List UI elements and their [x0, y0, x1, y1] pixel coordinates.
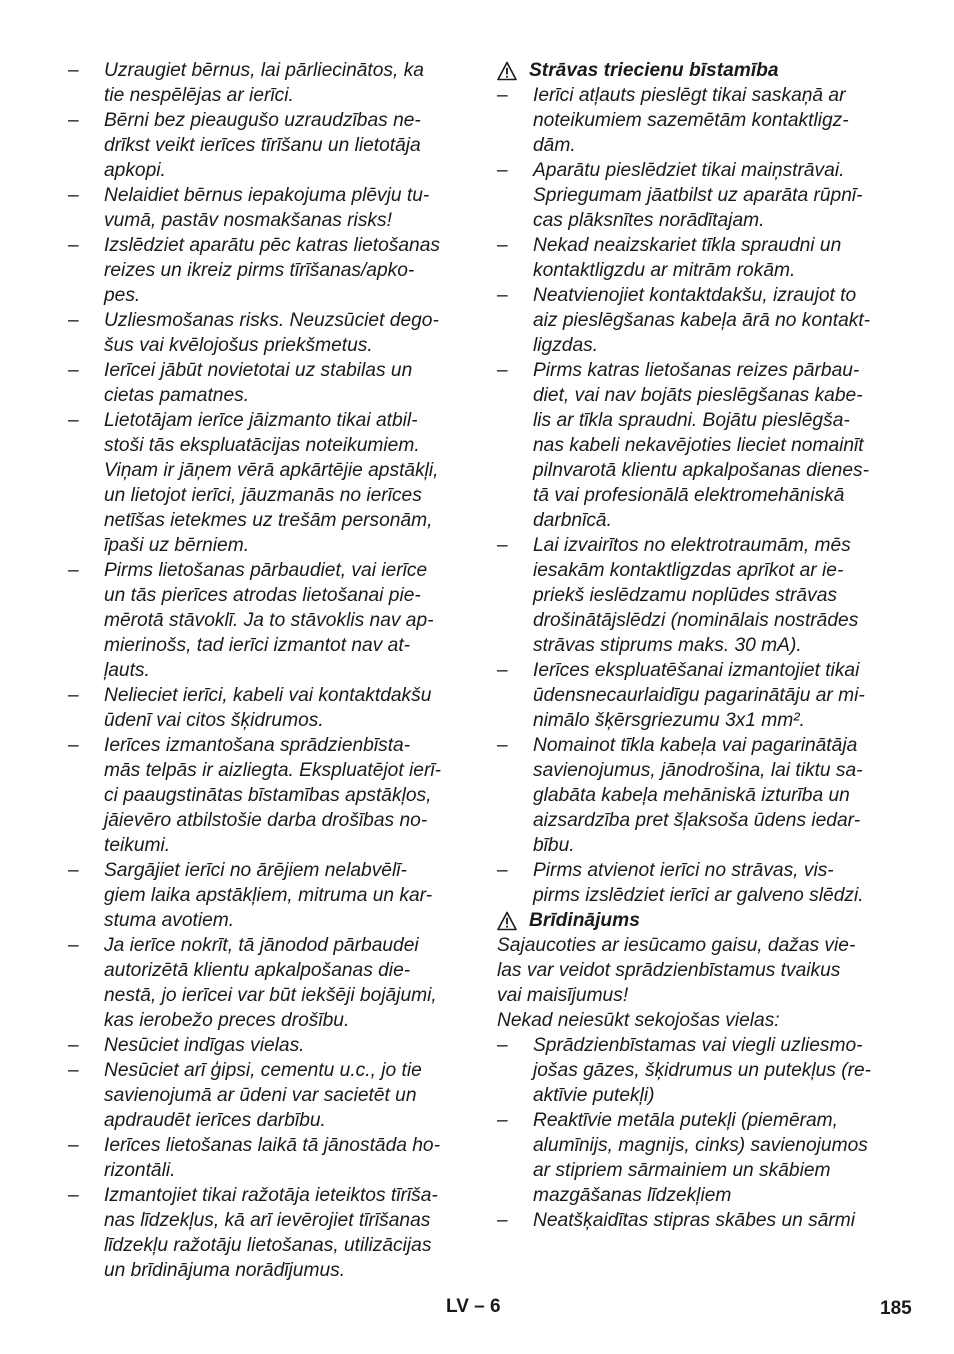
list-item-line: kontaktligzdu ar mitrām rokām.: [533, 260, 796, 281]
list-item: [68, 733, 460, 858]
bullet-dash: –: [497, 1035, 508, 1056]
prohibited-substances-list: [497, 1033, 889, 1233]
list-item: [68, 1033, 460, 1058]
list-item-line: šus vai kvēlojošus priekšmetus.: [104, 335, 373, 356]
list-item-line: ci paaugstinātas bīstamības apstākļos,: [104, 785, 432, 806]
bullet-dash: –: [68, 235, 79, 256]
list-item-line: mās telpās ir aizliegta. Ekspluatējot ierī-: [104, 760, 441, 781]
bullet-dash: –: [497, 285, 508, 306]
list-item: [497, 83, 889, 158]
list-item-line: mierinošs, tad ierīci izmantot nav at-: [104, 635, 411, 656]
list-item-line: Pirms atvienot ierīci no strāvas, vis-: [533, 860, 834, 881]
bullet-dash: –: [497, 860, 508, 881]
list-item-line: Ierīces izmantošana sprādzienbīsta-: [104, 735, 411, 756]
bullet-dash: –: [497, 1110, 508, 1131]
list-item-line: mērotā stāvoklī. Ja to stāvoklis nav ap-: [104, 610, 434, 631]
list-item: [497, 1108, 889, 1208]
list-item-line: nas kabeli nekavējoties lieciet nomainīt: [533, 435, 864, 456]
list-item-line: līdzekļu ražotāju lietošanas, utilizācijas: [104, 1235, 432, 1256]
section-heading-warning: [497, 908, 889, 933]
list-item-line: darbnīcā.: [533, 510, 612, 531]
warning-paragraph: Sajaucoties ar iesūcamo gaisu, dažas vie- las var veidot sprādzienbīstamus tvaikus vai maisījumus! Nekad neiesūkt sekojošas vielas:: [497, 935, 856, 1031]
list-item: [68, 1183, 460, 1283]
list-item: [68, 408, 460, 558]
list-item: [68, 58, 460, 108]
list-item-line: iesakām kontaktligzdas aprīkot ar ie-: [533, 560, 844, 581]
bullet-dash: –: [68, 360, 79, 381]
list-item-line: Aparātu pieslēdziet tikai maiņstrāvai.: [533, 160, 845, 181]
list-item: [497, 858, 889, 908]
bullet-dash: –: [68, 310, 79, 331]
list-item: [68, 858, 460, 933]
list-item-line: un tās pierīces atrodas lietošanai pie-: [104, 585, 421, 606]
list-item-line: rizontāli.: [104, 1160, 176, 1181]
bullet-dash: –: [497, 735, 508, 756]
list-item-line: dām.: [533, 135, 576, 156]
list-item-line: kas ierobežo preces drošību.: [104, 1010, 350, 1031]
list-item-line: alumīnijs, magnijs, cinks) savienojumos: [533, 1135, 868, 1156]
list-item-line: pirms izslēdziet ierīci ar galveno slēdzi.: [533, 885, 864, 906]
bullet-dash: –: [68, 1135, 79, 1156]
list-item: [68, 558, 460, 683]
section-heading-electric: [497, 58, 889, 83]
list-item-line: autorizētā klientu apkalpošanas die-: [104, 960, 411, 981]
list-item: [497, 733, 889, 858]
list-item-line: teikumi.: [104, 835, 171, 856]
list-item-line: Bērni bez pieaugušo uzraudzības ne-: [104, 110, 421, 131]
list-item-line: Neatvienojiet kontaktdakšu, izraujot to: [533, 285, 857, 306]
bullet-dash: –: [497, 535, 508, 556]
list-item-line: Uzraugiet bērnus, lai pārliecinātos, ka: [104, 60, 424, 81]
bullet-dash: –: [68, 685, 79, 706]
bullet-dash: –: [68, 560, 79, 581]
list-item-line: aizsardzība pret šļaksoša ūdens iedar-: [533, 810, 861, 831]
list-item-line: Sargājiet ierīci no ārējiem nelabvēlī-: [104, 860, 407, 881]
list-item-line: pilnvarotā klientu apkalpošanas dienes-: [533, 460, 869, 481]
left-column: [68, 58, 460, 1283]
bullet-dash: –: [497, 235, 508, 256]
list-item-line: tā vai profesionālā elektromehāniskā: [533, 485, 845, 506]
list-item-line: nimālo šķērsgriezumu 3x1 mm².: [533, 710, 805, 731]
list-item: [68, 308, 460, 358]
list-item-line: Pirms katras lietošanas reizes pārbau-: [533, 360, 860, 381]
bullet-dash: –: [497, 1210, 508, 1231]
list-item-line: Izmantojiet tikai ražotāja ieteiktos tīrīša-: [104, 1185, 438, 1206]
list-item-line: stuma avotiem.: [104, 910, 235, 931]
list-item-line: pes.: [104, 285, 141, 306]
list-item-line: Ierīcei jābūt novietotai uz stabilas un: [104, 360, 413, 381]
warning-triangle-icon: [497, 61, 517, 81]
list-item-line: drīkst veikt ierīces tīrīšanu un lietotāja: [104, 135, 421, 156]
bullet-dash: –: [497, 160, 508, 181]
bullet-dash: –: [68, 110, 79, 131]
list-item-line: aktīvie putekļi): [533, 1085, 655, 1106]
bullet-dash: –: [68, 410, 79, 431]
list-item-line: noteikumiem sazemētām kontaktligz-: [533, 110, 849, 131]
list-item-line: Ierīces ekspluatēšanai izmantojiet tikai: [533, 660, 860, 681]
page-number: 185: [880, 1298, 912, 1319]
list-item-line: savienojumus, jānodrošina, lai tiktu sa-: [533, 760, 863, 781]
list-item-line: Lietotājam ierīce jāizmanto tikai atbil-: [104, 410, 418, 431]
list-item-line: ļauts.: [104, 660, 150, 681]
bullet-dash: –: [68, 1060, 79, 1081]
list-item-line: reizes un ikreiz pirms tīrīšanas/apko-: [104, 260, 415, 281]
list-item: [68, 233, 460, 308]
list-item-line: Nekad neaizskariet tīkla spraudni un: [533, 235, 842, 256]
list-item-line: Nelieciet ierīci, kabeli vai kontaktdakšu: [104, 685, 432, 706]
right-column: [497, 58, 889, 1233]
list-item-line: īpaši uz bērniem.: [104, 535, 250, 556]
list-item-line: Lai izvairītos no elektrotraumām, mēs: [533, 535, 851, 556]
list-item-line: ligzdas.: [533, 335, 599, 356]
list-item: [497, 1033, 889, 1108]
list-item-line: jāievēro atbilstošie darba drošības no-: [104, 810, 428, 831]
footer-language-code: LV – 6: [446, 1296, 501, 1317]
list-item-line: jošas gāzes, šķidrumus un putekļus (re-: [533, 1060, 872, 1081]
list-item-line: ūdenī vai citos šķidrumos.: [104, 710, 324, 731]
list-item-line: Spriegumam jāatbilst uz aparāta rūpnī-: [533, 185, 863, 206]
list-item-line: Nomainot tīkla kabeļa vai pagarinātāja: [533, 735, 858, 756]
list-item-line: lis ar tīkla spraudni. Bojātu pieslēgša-: [533, 410, 850, 431]
list-item-line: stoši tās ekspluatācijas noteikumiem.: [104, 435, 420, 456]
list-item-line: Reaktīvie metāla putekļi (piemēram,: [533, 1110, 838, 1131]
list-item: [68, 108, 460, 183]
list-item-line: Uzliesmošanas risks. Neuzsūciet dego-: [104, 310, 439, 331]
list-item-line: ūdensnecaurlaidīgu pagarinātāju ar mi-: [533, 685, 865, 706]
list-item-line: un lietojot ierīci, jāuzmanās no ierīces: [104, 485, 422, 506]
list-item-line: Izslēdziet aparātu pēc katras lietošanas: [104, 235, 440, 256]
bullet-dash: –: [497, 660, 508, 681]
bullet-dash: –: [68, 860, 79, 881]
list-item-line: Nesūciet indīgas vielas.: [104, 1035, 305, 1056]
bullet-dash: –: [68, 735, 79, 756]
list-item-line: strāvas stiprums maks. 30 mA).: [533, 635, 802, 656]
bullet-dash: –: [68, 935, 79, 956]
bullet-dash: –: [68, 1185, 79, 1206]
safety-list-left: [68, 58, 460, 1283]
list-item-line: glabāta kabeļa mehāniskā izturība un: [533, 785, 850, 806]
list-item: [68, 1133, 460, 1183]
list-item-line: cietas pamatnes.: [104, 385, 250, 406]
list-item: [497, 233, 889, 283]
list-item: [497, 1208, 889, 1233]
list-item: [68, 183, 460, 233]
section-title: Brīdinājums: [529, 910, 640, 931]
bullet-dash: –: [497, 85, 508, 106]
list-item-line: nas līdzekļus, kā arī ievērojiet tīrīšanas: [104, 1210, 431, 1231]
list-item-line: cas plāksnītes norādītajam.: [533, 210, 765, 231]
list-item-line: apdraudēt ierīces darbību.: [104, 1110, 326, 1131]
list-item: [68, 1058, 460, 1133]
list-item-line: Nelaidiet bērnus iepakojuma plēvju tu-: [104, 185, 430, 206]
list-item-line: Nesūciet arī ģipsi, cementu u.c., jo tie: [104, 1060, 422, 1081]
list-item-line: apkopi.: [104, 160, 166, 181]
list-item-line: vumā, pastāv nosmakšanas risks!: [104, 210, 392, 231]
list-item-line: Ierīces lietošanas laikā tā jānostāda ho-: [104, 1135, 440, 1156]
bullet-dash: –: [68, 60, 79, 81]
list-item-line: Pirms lietošanas pārbaudiet, vai ierīce: [104, 560, 428, 581]
list-item-line: diet, vai nav bojāts pieslēgšanas kabe-: [533, 385, 863, 406]
list-item-line: netīšas ietekmes uz trešām personām,: [104, 510, 433, 531]
list-item: [497, 533, 889, 658]
bullet-dash: –: [68, 1035, 79, 1056]
bullet-dash: –: [68, 185, 79, 206]
list-item-line: tie nespēlējas ar ierīci.: [104, 85, 294, 106]
section-title: Strāvas triecienu bīstamība: [529, 60, 779, 81]
list-item: [497, 658, 889, 733]
list-item-line: savienojumā ar ūdeni var sacietēt un: [104, 1085, 417, 1106]
list-item-line: Ierīci atļauts pieslēgt tikai saskaņā ar: [533, 85, 846, 106]
list-item-line: Viņam ir jāņem vērā apkārtējie apstākļi,: [104, 460, 439, 481]
list-item-line: aiz pieslēgšanas kabeļa ārā no kontakt-: [533, 310, 871, 331]
bullet-dash: –: [497, 360, 508, 381]
list-item: [497, 283, 889, 358]
list-item: [68, 683, 460, 733]
list-item-line: Ja ierīce nokrīt, tā jānodod pārbaudei: [104, 935, 419, 956]
list-item-line: drošinātājslēdzi (nominālais nostrādes: [533, 610, 859, 631]
list-item: [497, 158, 889, 233]
list-item-line: Sprādzienbīstamas vai viegli uzliesmo-: [533, 1035, 863, 1056]
list-item-line: priekš ieslēdzamu noplūdes strāvas: [533, 585, 837, 606]
list-item-line: nestā, jo ierīcei var būt iekšēji bojājumi,: [104, 985, 437, 1006]
list-item: [497, 358, 889, 533]
list-item: [68, 358, 460, 408]
list-item-line: giem laika apstākļiem, mitruma un kar-: [104, 885, 433, 906]
electric-safety-list: [497, 83, 889, 908]
list-item: [68, 933, 460, 1033]
list-item-line: bību.: [533, 835, 575, 856]
warning-triangle-icon: [497, 911, 517, 931]
list-item-line: Neatšķaidītas stipras skābes un sārmi: [533, 1210, 856, 1231]
list-item-line: ar stipriem sārmainiem un skābiem: [533, 1160, 831, 1181]
list-item-line: mazgāšanas līdzekļiem: [533, 1185, 732, 1206]
list-item-line: un brīdinājuma norādījumus.: [104, 1260, 346, 1281]
